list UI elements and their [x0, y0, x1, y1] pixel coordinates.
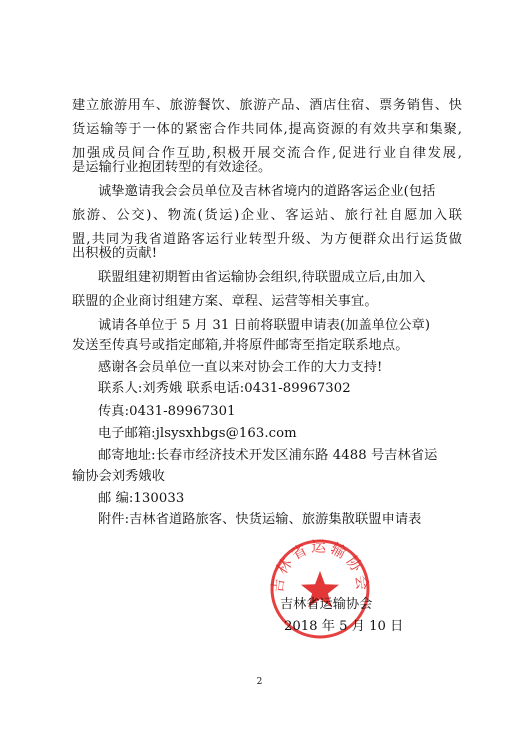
contact-person: 联系人:刘秀娥 联系电话:0431-89967302 [98, 381, 351, 396]
signature-org: 吉林省运输协会 [280, 597, 373, 612]
paragraph-2-line-4: 出积极的贡献! [72, 246, 158, 261]
contact-email: 电子邮箱:jlsysxhbgs@163.com [98, 426, 297, 441]
paragraph-1-line-1: 建立旅游用车、旅游餐饮、旅游产品、酒店住宿、票务销售、快 [72, 98, 462, 113]
paragraph-2-line-1: 诚挚邀请我会会员单位及吉林省境内的道路客运企业(包括 [98, 184, 436, 199]
paragraph-2-line-2: 旅游、公交)、物流(货运)企业、客运站、旅行社自愿加入联 [72, 208, 462, 223]
page-number: 2 [256, 677, 263, 687]
contact-postcode: 邮 编:130033 [98, 491, 185, 506]
paragraph-3-line-2: 联盟的企业商讨组建方案、章程、运营等相关事宜。 [72, 294, 378, 309]
contact-address-line-1: 邮寄地址:长春市经济技术开发区浦东路 4488 号吉林省运 [98, 448, 438, 463]
paragraph-1-line-2: 货运输等于一体的紧密合作共同体,提高资源的有效共享和集聚, [72, 122, 462, 137]
paragraph-4-line-2: 发送至传真号或指定邮箱,并将原件邮寄至指定联系地点。 [72, 338, 409, 353]
contact-fax: 传真:0431-89967301 [98, 404, 236, 419]
paragraph-4-line-1: 诚请各单位于 5 月 31 日前将联盟申请表(加盖单位公章) [98, 318, 431, 333]
contact-address-line-2: 输协会刘秀娥收 [72, 469, 166, 484]
signature-date: 2018 年 5 月 10 日 [284, 619, 404, 634]
paragraph-3-line-1: 联盟组建初期暂由省运输协会组织,待联盟成立后,由加入 [98, 270, 426, 285]
seal-text: 吉林省运输协会 [268, 537, 372, 594]
paragraph-1-line-3: 加强成员间合作互助,积极开展交流合作,促进行业自律发展, [72, 146, 462, 161]
paragraph-2-line-3: 盟,共同为我省道路客运行业转型升级、为方便群众出行运货做 [72, 232, 462, 247]
attachment-line: 附件:吉林省道路旅客、快货运输、旅游集散联盟申请表 [98, 512, 422, 527]
paragraph-1-line-4: 是运输行业抱团转型的有效途径。 [72, 160, 272, 175]
thanks-line: 感谢各会员单位一直以来对协会工作的大力支持! [98, 360, 383, 375]
